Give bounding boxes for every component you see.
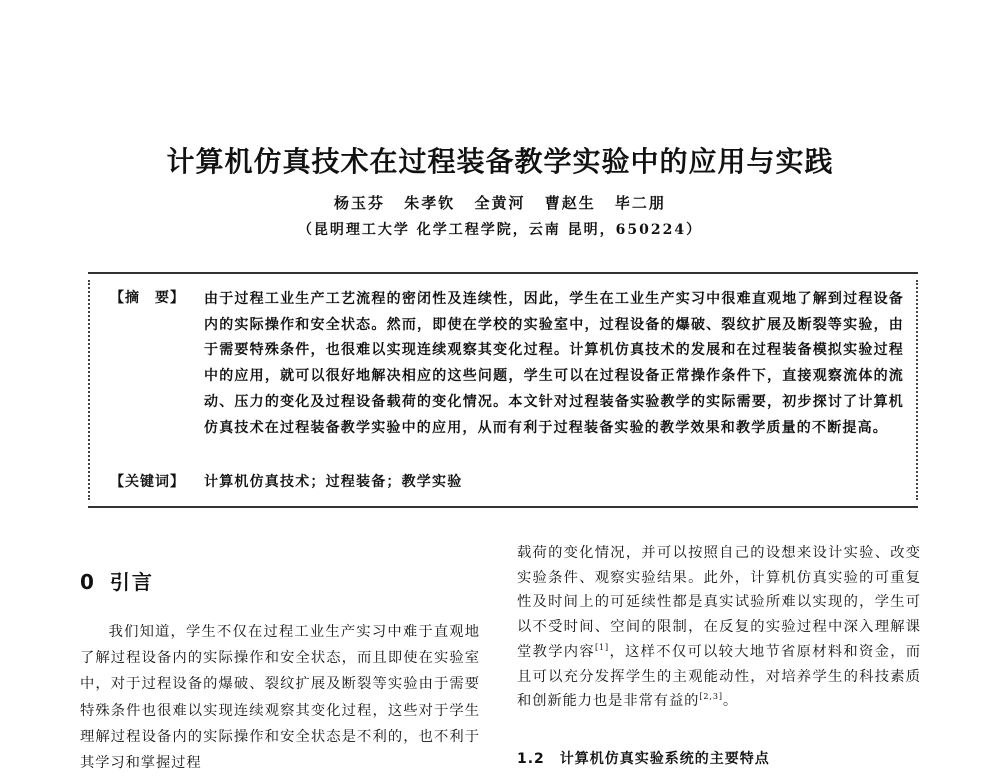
- abstract-label: 【摘 要】: [110, 290, 185, 306]
- keywords-text: 计算机仿真技术；过程装备；教学实验: [204, 474, 463, 490]
- right-column: [517, 541, 921, 714]
- right-text-part1: 载荷的变化情况，并可以按照自己的设想来设计实验、改变实验条件、观察实验结果。此外，计算机仿真实验的可重复性及时间上的可延续性都是真实试验所难以实现的，学生可以不受时间、空间的限制，在反复的实验过程中深入理解课堂教学内容: [517, 545, 921, 660]
- right-text-end: 。: [722, 693, 739, 710]
- author-list: 杨玉芬 朱孝钦 全黄河 曹赵生 毕二朋: [334, 194, 666, 212]
- right-text-part2: ，这样不仅可以较大地节省原材料和资金，而且可以充分发挥学生的主观能动性，对培养学生的科技素质和创新能力也是非常有益的: [517, 643, 922, 710]
- intro-paragraph: 我们知道，学生不仅在过程工业生产实习中难于直观地了解过程设备内的实际操作和安全状态，而且即使在实验室中，对于过程设备的爆破、裂纹扩展及断裂等实验由于需要特殊条件也很难以实现连续观察其变化过程，这些对于学生理解过程设备内的实际操作和安全状态是不利的，也不利于其学习和掌握过程: [80, 624, 480, 772]
- section-title: 引言: [109, 570, 154, 594]
- citation-ref-2: [2,3]: [699, 692, 723, 702]
- left-column: [80, 619, 480, 776]
- right-paragraph: [517, 541, 921, 714]
- subsection-heading: 1.2 计算机仿真实验系统的主要特点: [517, 751, 770, 767]
- paper-title: 计算机仿真技术在过程装备教学实验中的应用与实践: [166, 145, 834, 178]
- section-number: 0: [80, 570, 96, 594]
- section-heading: [80, 566, 154, 595]
- keywords-label: 【关键词】: [110, 474, 185, 490]
- citation-ref-1: [1]: [595, 642, 610, 652]
- affiliation: （昆明理工大学 化学工程学院，云南 昆明，650224）: [297, 222, 703, 238]
- abstract-text: 由于过程工业生产工艺流程的密闭性及连续性，因此，学生在工业生产实习中很难直观地了解到过程设备内的实际操作和安全状态。然而，即使在学校的实验室中，过程设备的爆破、裂纹扩展及断裂等实验，由于需要特殊条件，也很难以实现连续观察其变化过程。计算机仿真技术的发展和在过程装备模拟实验过程中的应用，就可以很好地解决相应的这些问题，学生可以在过程设备正常操作条件下，直接观察流体的流动、压力的变化及过程设备载荷的变化情况。本文针对过程装备实验教学的实际需要，初步探讨了计算机仿真技术在过程装备教学实验中的应用，从而有利于过程装备实验的教学效果和教学质量的不断提高。: [204, 291, 904, 436]
